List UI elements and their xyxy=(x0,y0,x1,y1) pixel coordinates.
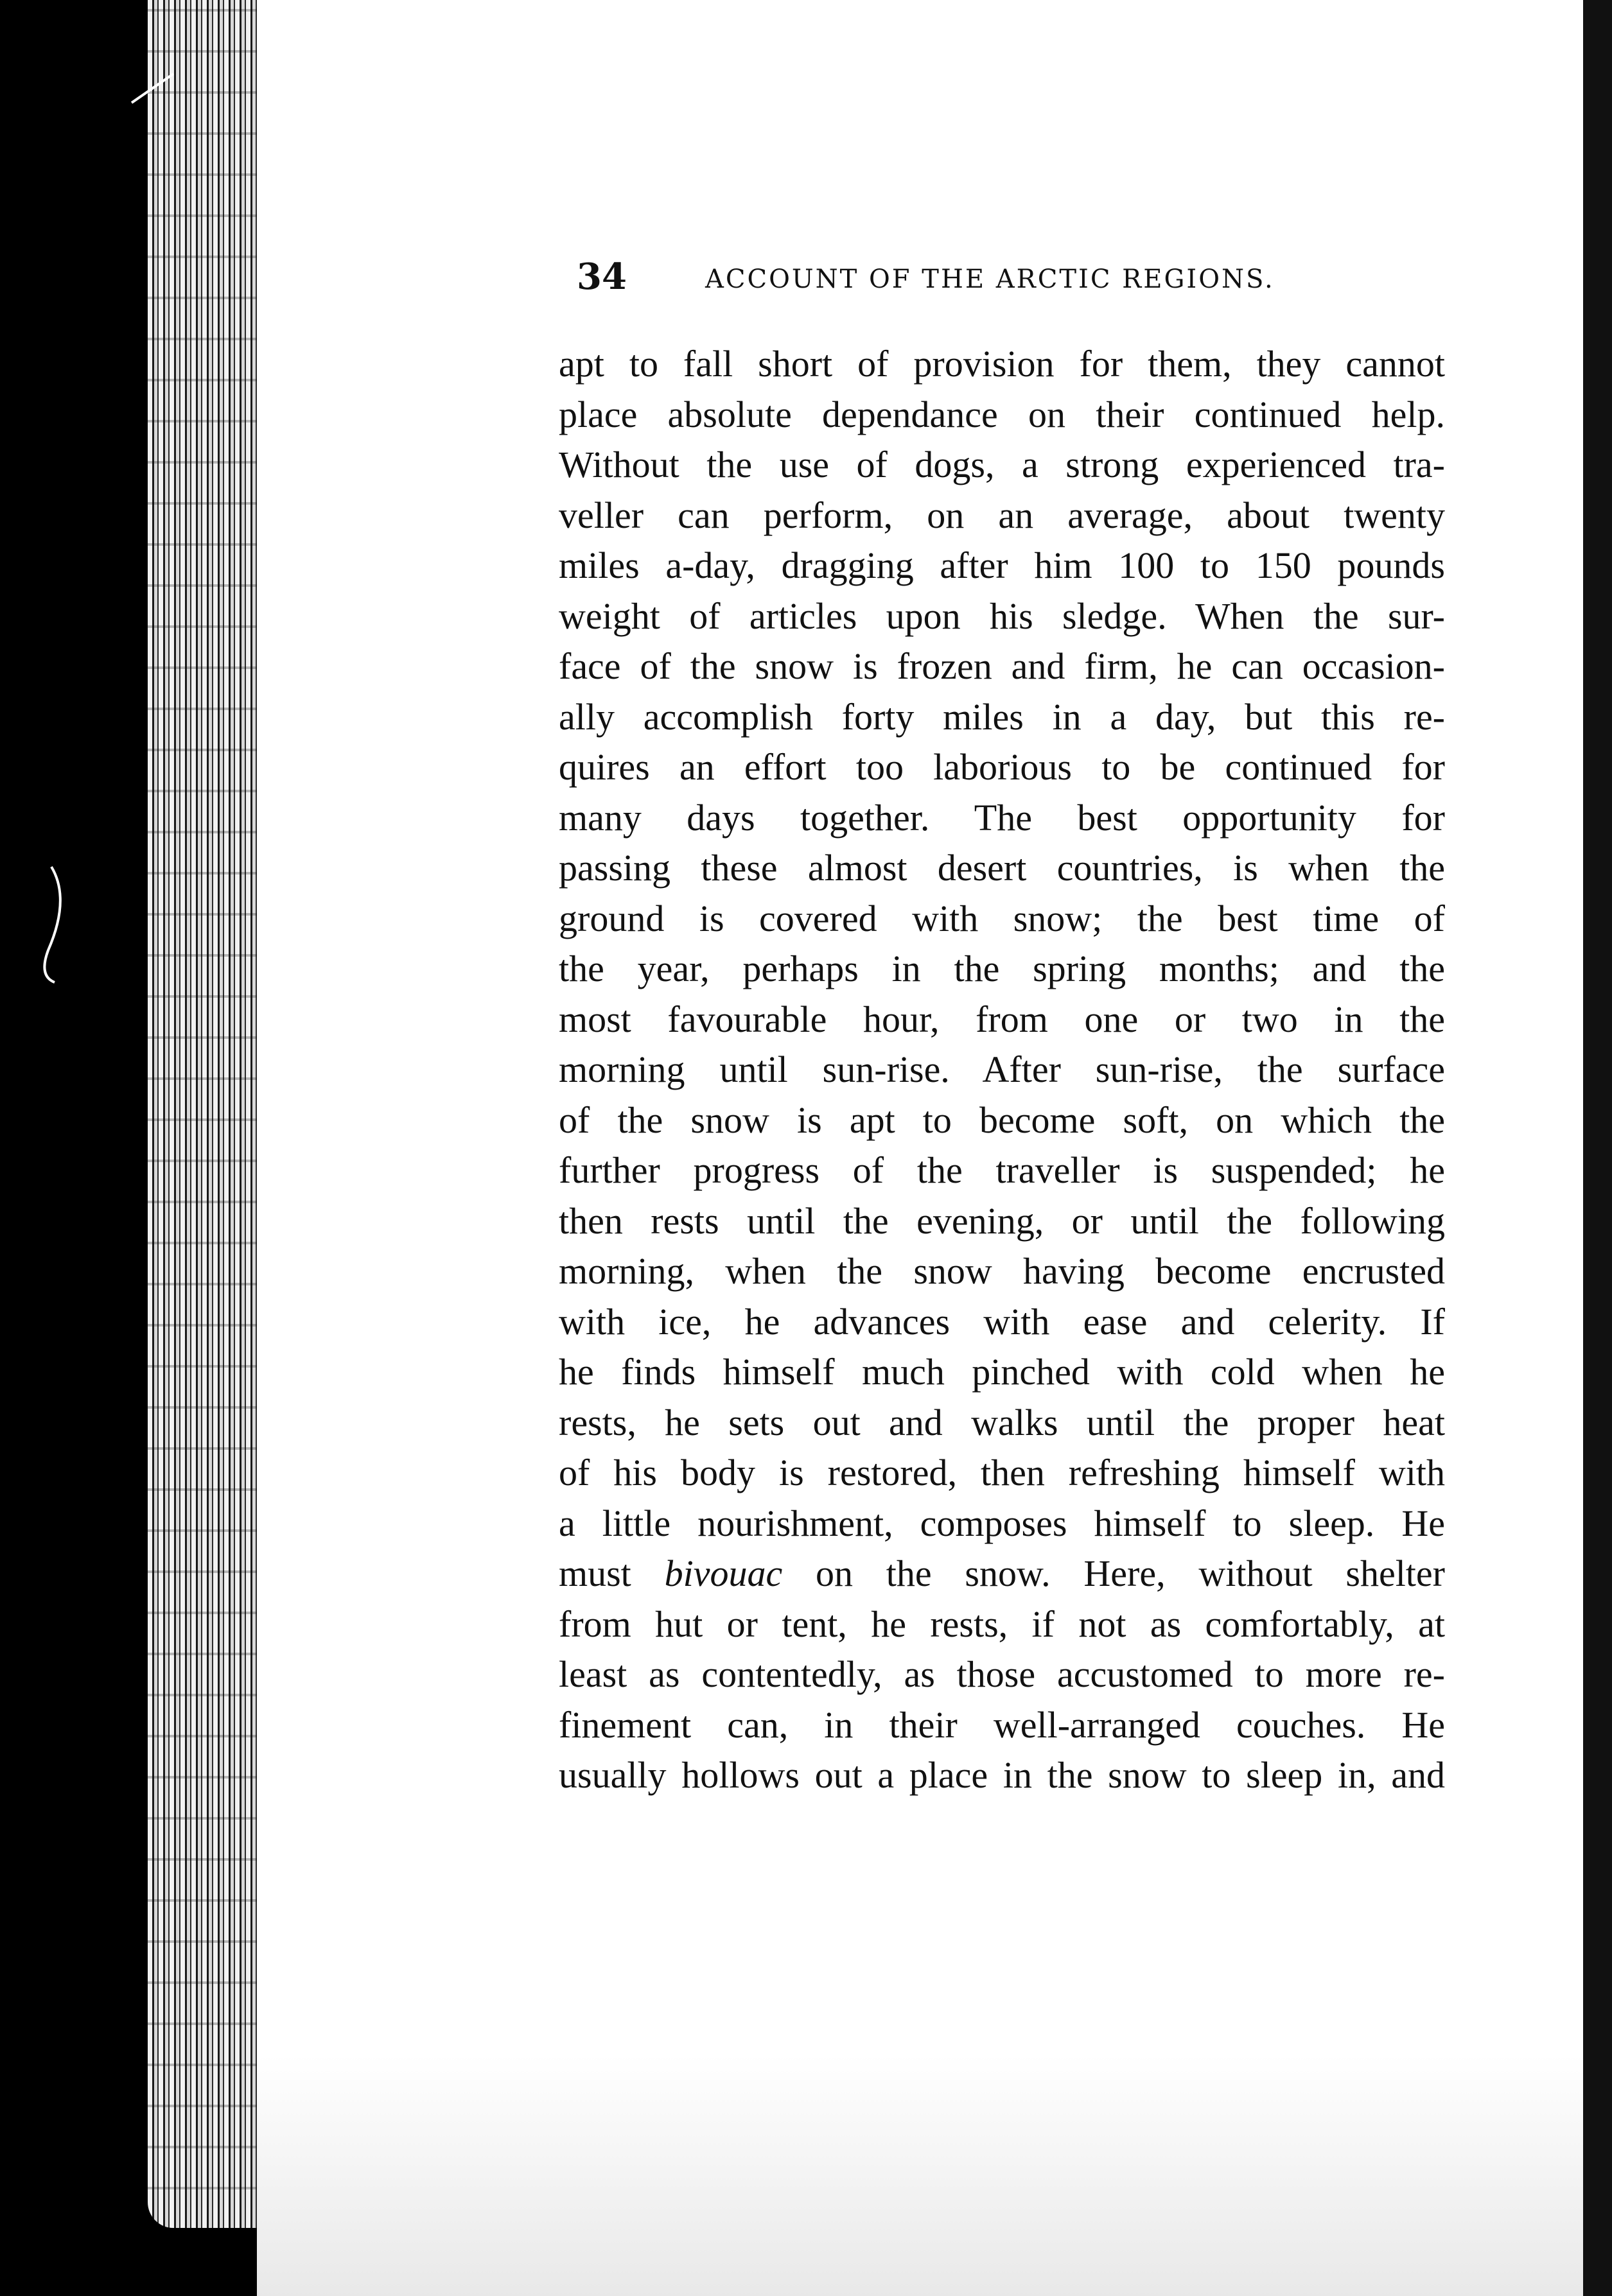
text-line: veller can perform, on an average, about twenty xyxy=(559,494,1445,536)
italic-word: bivouac xyxy=(664,1552,783,1594)
text-line: rests, he sets out and walks until the proper heat xyxy=(559,1401,1445,1443)
text-line: Without the use of dogs, a strong experienced tra- xyxy=(559,444,1445,485)
text-line: morning, when the snow having become encrusted xyxy=(559,1250,1445,1292)
text-line: from hut or tent, he rests, if not as comfortably, at xyxy=(559,1603,1445,1645)
text-line: face of the snow is frozen and firm, he can occasion- xyxy=(559,645,1445,687)
scratch-mark xyxy=(132,74,173,103)
text-line: most favourable hour, from one or two in the xyxy=(559,998,1445,1040)
text-line: usually hollows out a place in the snow to sleep in, and xyxy=(559,1754,1445,1796)
text-segment: on the snow. Here, without shelter xyxy=(782,1552,1445,1594)
text-line: then rests until the evening, or until the following xyxy=(559,1199,1445,1242)
text-line: the year, perhaps in the spring months; and the xyxy=(559,948,1445,989)
text-segment: must xyxy=(559,1552,665,1594)
text-line: with ice, he advances with ease and celerity. If xyxy=(559,1300,1445,1343)
text-line: least as contentedly, as those accustomed to more re- xyxy=(559,1653,1445,1695)
text-line: apt to fall short of provision for them, they cannot xyxy=(559,343,1445,385)
scan-artifacts xyxy=(0,0,257,2296)
text-line: miles a-day, dragging after him 100 to 150 pounds xyxy=(559,544,1445,586)
running-head xyxy=(577,256,1347,307)
text-line-with-italic xyxy=(559,1549,1445,1599)
text-line: of his body is restored, then refreshing himself with xyxy=(559,1452,1445,1493)
page-shading xyxy=(257,2055,1606,2296)
body-text xyxy=(559,339,1445,1801)
text-line: ground is covered with snow; the best time of xyxy=(559,897,1445,939)
text-line: of the snow is apt to become soft, on which the xyxy=(559,1099,1445,1141)
text-line: ally accomplish forty miles in a day, but this re- xyxy=(559,695,1445,738)
text-line: passing these almost desert countries, is when the xyxy=(559,847,1445,889)
page-number: 34 xyxy=(577,256,627,298)
text-line: further progress of the traveller is suspended; he xyxy=(559,1149,1445,1191)
text-line: a little nourishment, composes himself to sleep. He xyxy=(559,1502,1445,1544)
scan-right-border xyxy=(1583,0,1612,2296)
text-line: he finds himself much pinched with cold when he xyxy=(559,1351,1445,1393)
scratch-mark xyxy=(44,867,60,982)
text-line: morning until sun-rise. After sun-rise, the surface xyxy=(559,1048,1445,1090)
text-line: finement can, in their well-arranged couches. He xyxy=(559,1703,1445,1746)
text-line: quires an effort too laborious to be continued for xyxy=(559,746,1445,788)
text-line: weight of articles upon his sledge. When the sur- xyxy=(559,595,1445,637)
text-line: place absolute dependance on their continued help. xyxy=(559,393,1445,435)
running-head-title: ACCOUNT OF THE ARCTIC REGIONS. xyxy=(705,265,1275,294)
text-line: many days together. The best opportunity for xyxy=(559,796,1445,839)
